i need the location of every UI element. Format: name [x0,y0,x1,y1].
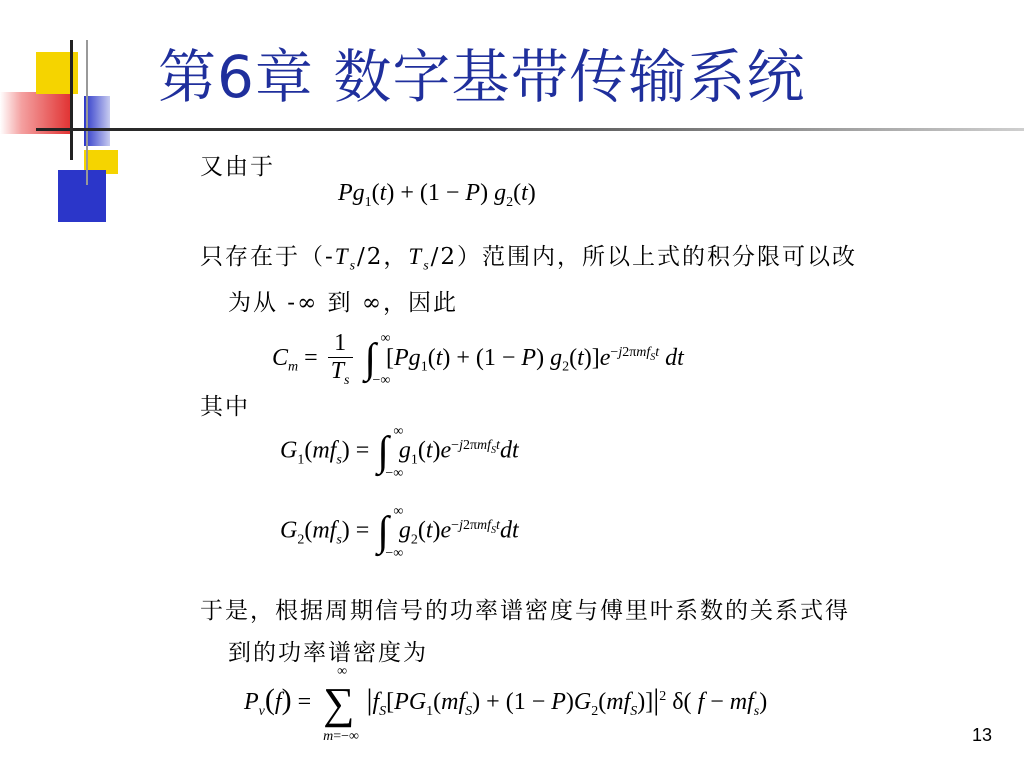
title-divider [36,128,1024,131]
text-line-4: 其中 [200,394,250,420]
text-line-3: 为从 -∞ 到 ∞，因此 [228,290,459,316]
slide-title: 第6章 数字基带传输系统 [158,43,806,111]
text-line-6: 到的功率谱密度为 [228,640,428,666]
text-line-2: 只存在于（$-T_s/2$，$T_s/2$）范围内，所以上式的积分限可以改 [200,244,858,274]
formula-g2: $G_2(mf_s)$ = ∫ ∞ −∞ $g_2(t)e^{-j2\pi mf_St}dt$ [280,504,519,561]
formula-power-spectrum: $P_v(f)$ = ∑ ∞ m=−∞ $|f_S[PG_1(mf_S) + (1 - P)G_2(mf_S)]|^2$ δ( $f - mf_s$) [244,664,768,744]
formula-g1: $G_1(mf_s)$ = ∫ ∞ −∞ $g_1(t)e^{-j2\pi mf_St}dt$ [280,424,519,481]
deco-blue-square [58,170,106,222]
text-line-1: 又由于 [200,154,275,180]
text-line-5: 于是，根据周期信号的功率谱密度与傅里叶系数的关系式得 [200,598,850,624]
deco-vertical-line [70,40,73,160]
deco-vertical-line-2 [86,40,88,185]
page-number: 13 [971,725,992,745]
formula-cm: $C_m$ = $\frac{1}{T_s}$ ∫ ∞ −∞ [$Pg_1(t) + (1 - P)$ $g_2(t)]e^{-j2\pi mf_St}$ dt [272,330,684,389]
formula-combined-pulse: $Pg_1(t) + (1 - P)$ $g_2(t)$ [338,180,536,210]
